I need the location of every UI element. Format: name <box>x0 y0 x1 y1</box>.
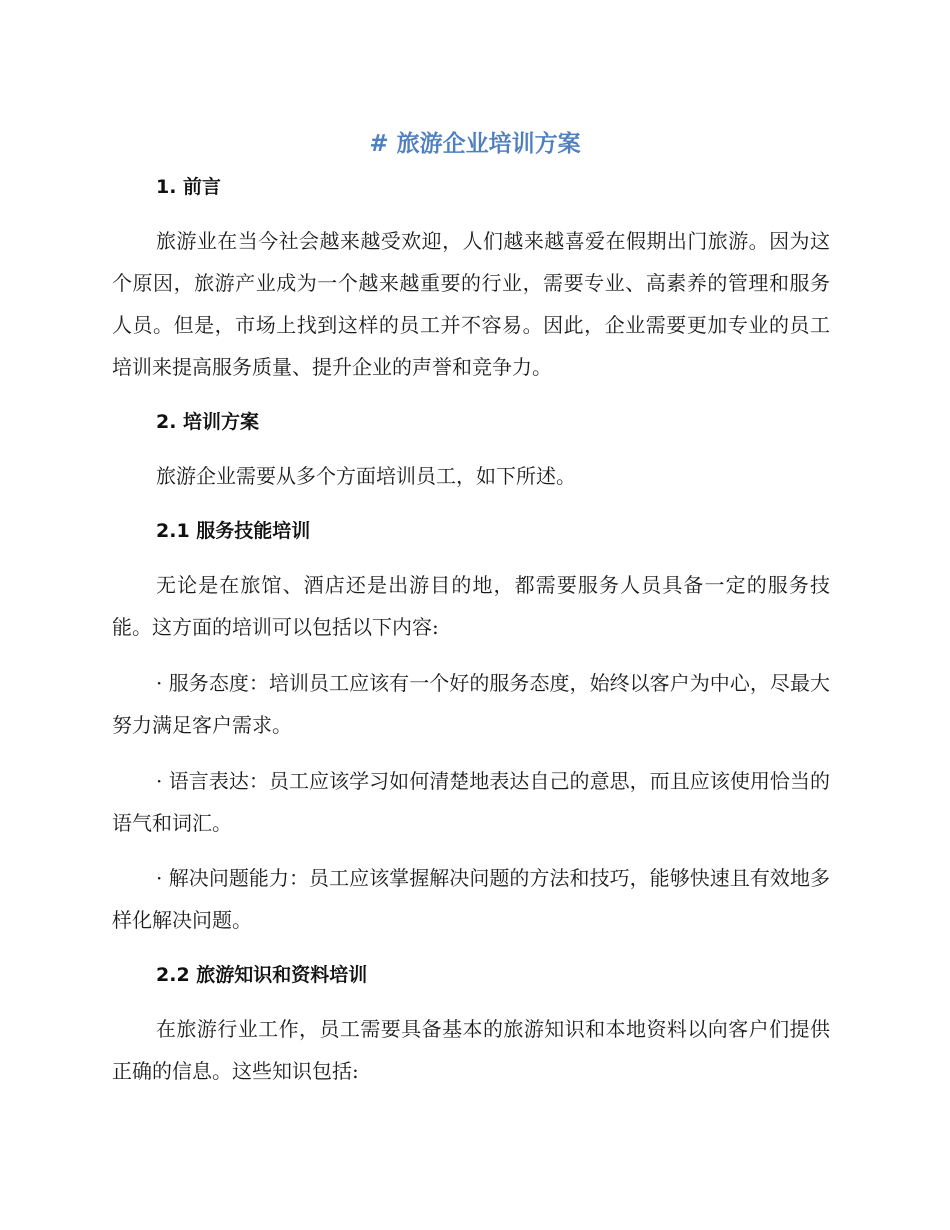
bullet-language-expression: · 语言表达：员工应该学习如何清楚地表达自己的意思，而且应该使用恰当的语气和词汇。 <box>112 769 830 835</box>
bullet-service-attitude: · 服务态度：培训员工应该有一个好的服务态度，始终以客户为中心，尽最大努力满足客户需求。 <box>112 671 830 737</box>
paragraph-training-plan: 旅游企业需要从多个方面培训员工，如下所述。 <box>156 464 576 488</box>
paragraph-preface: 旅游业在当今社会越来越受欢迎，人们越来越喜爱在假期出门旅游。因为这个原因，旅游产业成为一个越来越重要的行业，需要专业、高素养的管理和服务人员。但是，市场上找到这样的员工并不容易。因此，企业需要更加专业的员工培训来提高服务质量、提升企业的声誉和竞争力。 <box>112 229 830 379</box>
section-heading-service-skills: 2.1 服务技能培训 <box>156 520 311 542</box>
paragraph-service-skills-intro: 无论是在旅馆、酒店还是出游目的地，都需要服务人员具备一定的服务技能。这方面的培训可以包括以下内容: <box>112 573 830 639</box>
paragraph-travel-knowledge: 在旅游行业工作，员工需要具备基本的旅游知识和本地资料以向客户们提供正确的信息。这些知识包括: <box>112 1017 830 1083</box>
section-heading-training-plan: 2. 培训方案 <box>156 411 260 433</box>
document-title: # 旅游企业培训方案 <box>369 131 581 157</box>
section-heading-preface: 1. 前言 <box>156 176 222 198</box>
bullet-problem-solving: · 解决问题能力：员工应该掌握解决问题的方法和技巧，能够快速且有效地多样化解决问题。 <box>112 866 830 932</box>
section-heading-travel-knowledge: 2.2 旅游知识和资料培训 <box>156 964 368 986</box>
